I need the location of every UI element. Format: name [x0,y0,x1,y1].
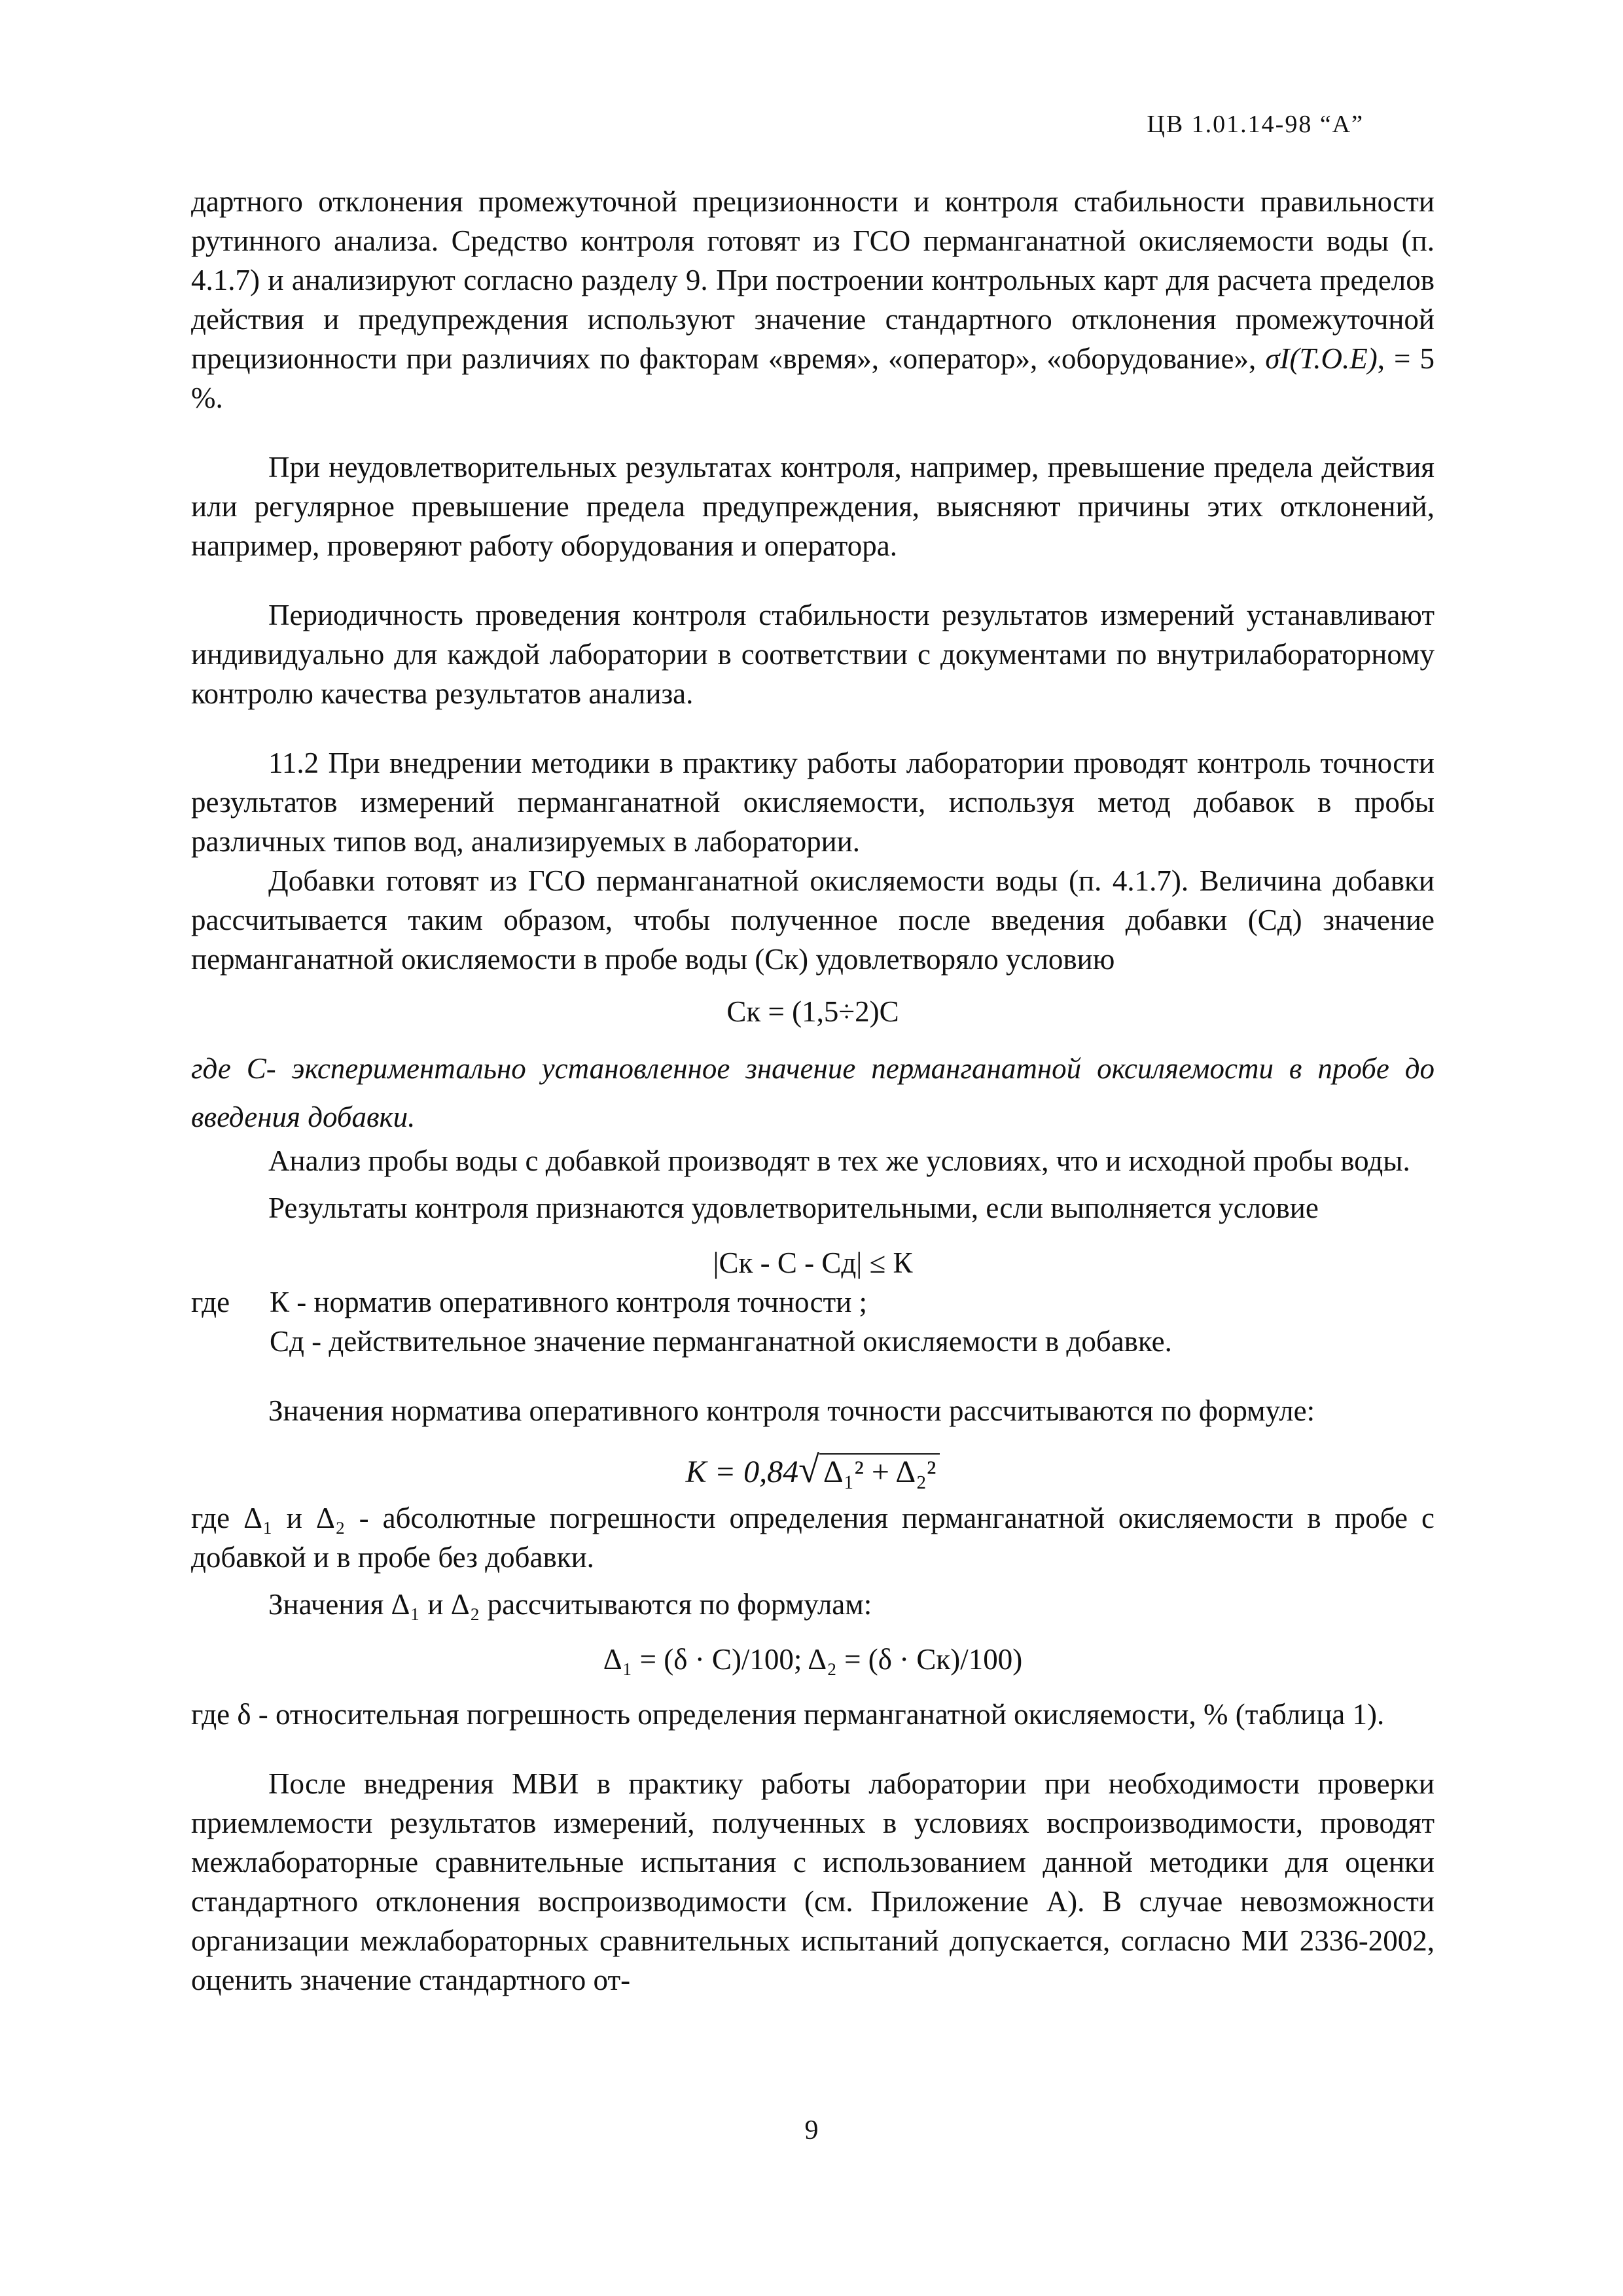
formula-condition: |Ск - С - Сд| ≤ К [713,1246,913,1279]
paragraph-12: После внедрения МВИ в практику работы лаборатории при необходимости проверки приемлемости результатов измерений, полученных в условиях воспроизводимости, проводят межлабораторные сравнительные испытания с использованием данной методики для оценки стандартного отклонения воспроизводимости (см. Приложение А). В случае невозможности организации межлабораторных сравнительных испытаний допускается, согласно МИ 2336-2002, оценить значение стандартного от- [191,1767,1435,1996]
paragraph-2: При неудовлетворительных результатах контроля, например, превышение предела действия или регулярное превышение предела предупреждения, выясняют причины этих отклонений, например, проверяют работу оборудования и оператора. [191,451,1435,562]
paragraph-9: где Δ₁ и Δ₂ - абсолютные погрешности определения перманганатной окисляемости в пробе с добавкой и в пробе без добавки. [191,1502,1435,1574]
paragraph-7: Результаты контроля признаются удовлетворительными, если выполняется условие [268,1192,1319,1224]
where-k: К - норматив оперативного контроля точности ; [270,1286,868,1318]
paragraph-1-tail: , = 5 %. [191,342,1435,414]
paragraph-8: Значения норматива оперативного контроля точности рассчитываются по формуле: [268,1394,1315,1427]
page-number: 9 [804,2115,819,2146]
document-code-header: ЦВ 1.01.14-98 “А” [1147,111,1364,138]
sqrt-sign-icon: √ [798,1448,819,1491]
where-label: где [191,1286,230,1318]
formula-k-radicand: Δ₁² + Δ₂² [819,1453,940,1489]
where-k-row [191,1282,1435,1322]
paragraph-1 [191,182,1435,417]
formula-k-lhs: K = 0,84 [685,1455,799,1489]
paragraph-1-text: дартного отклонения промежуточной прецизионности и контроля стабильности правильности рутинного анализа. Средство контроля готовят из ГСО перманганатной окисляемости воды (п. 4.1.7) и анализируют согласно разделу 9. При построении контрольных карт для расчета пределов действия и предупреждения используют значение стандартного отклонения промежуточной прецизионности при различиях по факторам «время», «оператор», «оборудование», [191,185,1435,375]
paragraph-11: где δ - относительная погрешность определения перманганатной окисляемости, % (таблица 1). [191,1698,1385,1731]
where-sd: Сд - действительное значение перманганатной окисляемости в добавке. [270,1325,1172,1358]
where-sd-row [191,1322,1435,1361]
formula-deltas: Δ₁ = (δ · С)/100; Δ₂ = (δ · Ск)/100) [603,1643,1023,1676]
sigma-symbol: σI(T.O.E) [1265,342,1378,375]
paragraph-3: Периодичность проведения контроля стабильности результатов измерений устанавливают индивидуально для каждой лаборатории в соответствии с документами по внутрилабораторному контролю качества результатов анализа. [191,599,1435,710]
formula-k [191,1450,1435,1492]
paragraph-5: Добавки готовят из ГСО перманганатной окисляемости воды (п. 4.1.7). Величина добавки рассчитывается таким образом, чтобы полученное после введения добавки (Сд) значение перманганатной окисляемости в пробе воды (Ск) удовлетворяло условию [191,864,1435,976]
formula-ck: Ск = (1,5÷2)С [726,995,899,1028]
formula-ck-where: где С- экспериментально установленное значение перманганатной оксиляемости в пробе до введения добавки. [191,1052,1435,1133]
paragraph-6: Анализ пробы воды с добавкой производят в тех же условиях, что и исходной пробы воды. [268,1144,1410,1177]
paragraph-4: 11.2 При внедрении методики в практику работы лаборатории проводят контроль точности результатов измерений перманганатной окисляемости, используя метод добавок в пробы различных типов вод, анализируемых в лаборатории. [191,747,1435,858]
document-body [191,182,1435,2000]
paragraph-10: Значения Δ₁ и Δ₂ рассчитываются по формулам: [268,1588,872,1621]
